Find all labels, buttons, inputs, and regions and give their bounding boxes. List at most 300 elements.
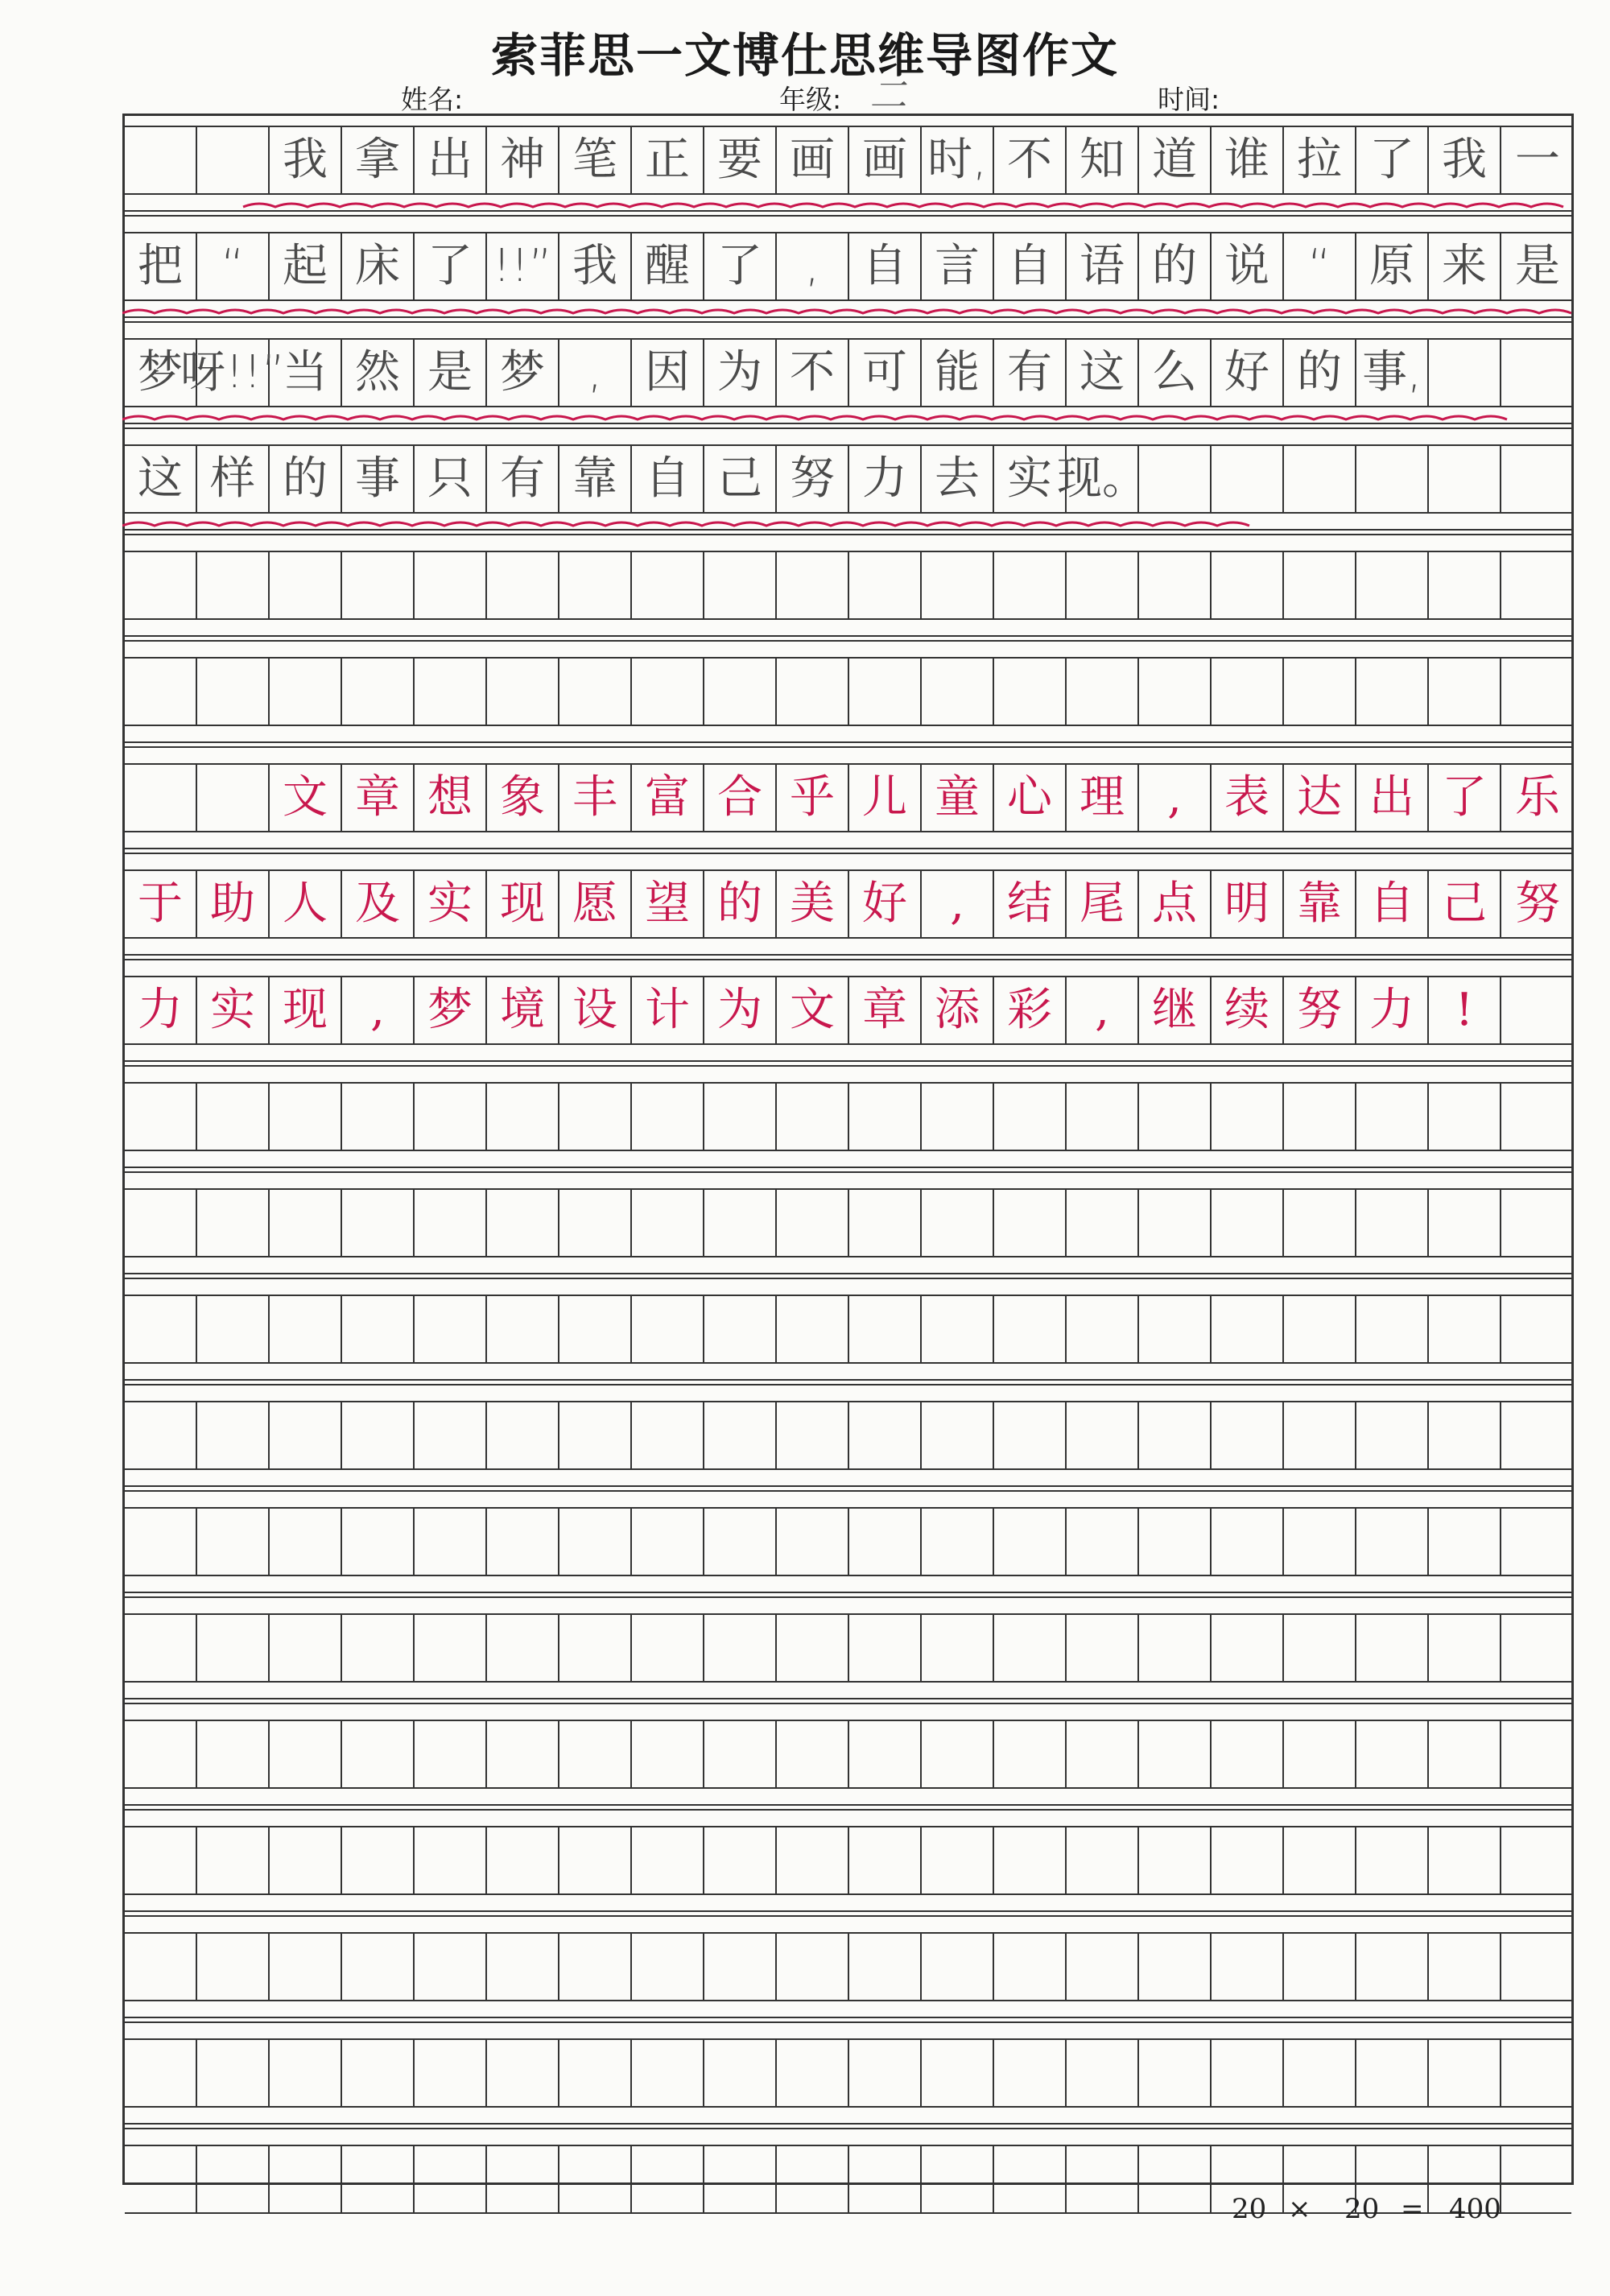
grid-cell [632,1084,704,1150]
grid-divider [125,1804,1571,1811]
grid-row [125,338,1571,407]
grid-cell [777,552,849,618]
grid-cell [1501,659,1574,725]
grid-cell [487,1190,559,1256]
grid-cell [704,1721,777,1787]
grid-cell [1356,1190,1429,1256]
grid-cell: 章 [849,977,922,1043]
grid-cell [1139,1296,1212,1362]
grid-cell: 现。 [1067,446,1139,512]
grid-cell [1356,1402,1429,1468]
grid-cell: 因 [632,340,704,406]
grid-cell [704,1509,777,1575]
grid-cell [415,1721,487,1787]
grid-cell [125,1296,197,1362]
grid-cell [559,1402,632,1468]
grid-cell: 及 [342,871,415,937]
grid-cell: 当 [270,340,342,406]
grid-cell [849,1721,922,1787]
grid-cell: 好 [1212,340,1284,406]
grid-cell [1284,446,1356,512]
page-title: 索菲思一文博仕思维导图作文 [490,28,1119,83]
grid-cell: 一 [1515,134,1560,186]
grid-cell [704,1827,777,1893]
grid-cell [415,552,487,618]
grid-cell [1356,2040,1429,2106]
grid-cell [415,1509,487,1575]
grid-cell [632,2146,704,2212]
grid-cell [849,1402,922,1468]
grid-cell [1284,1509,1356,1575]
grid-cell [704,1190,777,1256]
grid-cell [559,2040,632,2106]
grid-cell [1067,1084,1139,1150]
grid-cell: 续 [1212,977,1284,1043]
grid-cell: 为 [704,340,777,406]
grid-cell [270,2146,342,2212]
grid-cell: 望 [632,871,704,937]
grid-cell [1284,552,1356,618]
grid-cell [125,2146,197,2212]
grid-cell [777,1084,849,1150]
grid-divider [125,1273,1571,1279]
grid-cell [1139,1190,1212,1256]
grid-cell [270,2040,342,2106]
grid-cell [197,1296,270,1362]
grid-cell [1429,1296,1501,1362]
grid-cell [1284,1934,1356,2000]
grid-cell [922,552,994,618]
grid-cell [1284,1721,1356,1787]
grid-cell [125,659,197,725]
grid-cell: 神 [487,127,559,193]
grid-cell: 的 [704,871,777,937]
grid-cell [487,1509,559,1575]
grid-cell: “ [197,233,270,299]
grid-cell [1139,1721,1212,1787]
grid-capacity [1232,2187,1521,2235]
grid-cell [415,1827,487,1893]
grid-cell [1429,340,1501,406]
grid-row [125,551,1571,620]
grid-cell: 达 [1284,765,1356,831]
grid-cell: 我 [559,233,632,299]
grid-cell [487,1296,559,1362]
grid-cell [994,2146,1067,2212]
grid-cell [1429,1084,1501,1150]
grid-cell: 明 [1212,871,1284,937]
grid-divider [125,2017,1571,2023]
grid-cell [125,1827,197,1893]
grid-cell [849,2146,922,2212]
grid-cell [342,552,415,618]
grid-cell: 彩 [994,977,1067,1043]
grid-cell: 的 [1284,340,1356,406]
grid-cell [922,2146,994,2212]
grid-cell [1356,1084,1429,1150]
grid-cell [777,1827,849,1893]
grid-cell: 梦 [125,340,197,406]
grid-cell [1501,1190,1574,1256]
grid-cell [1212,1615,1284,1681]
grid-cell [1429,1190,1501,1256]
grid-cell [1356,446,1429,512]
grid-cell: 表 [1212,765,1284,831]
grid-cell [197,1934,270,2000]
grid-cell [704,659,777,725]
grade-label: 年级: [779,84,842,115]
grid-row [125,869,1571,939]
grid-cell: 这 [125,446,197,512]
grid-cell [270,1721,342,1787]
grid-cell [1212,1402,1284,1468]
grid-cell: , [1139,765,1212,831]
grid-divider [125,1167,1571,1173]
grid-cell [342,1190,415,1256]
grid-cell [1067,2146,1139,2212]
grid-cell [849,1296,922,1362]
grid-cell: 自 [994,233,1067,299]
grid-cell [125,552,197,618]
grid-cell: 谁 [1212,127,1284,193]
grid-cell: 我 [270,127,342,193]
grid-cell [270,1296,342,1362]
grid-cell [125,1721,197,1787]
time-label: 时间: [1158,84,1220,115]
grid-cell [1501,1721,1574,1787]
grid-cell: 正 [632,127,704,193]
grid-cell: 心 [994,765,1067,831]
grid-cell: 说 [1212,233,1284,299]
grid-cell: 言 [922,233,994,299]
grid-cell [1356,1721,1429,1787]
grid-cell [1356,1509,1429,1575]
grid-cell: 醒 [632,233,704,299]
grid-cell: 了 [415,233,487,299]
grid-cell [922,1190,994,1256]
grid-cell [487,1934,559,2000]
grid-cell [632,552,704,618]
grid-cell [197,1721,270,1787]
grid-cell [197,1827,270,1893]
grid-cell [1139,1827,1212,1893]
grid-total: 400 [1449,2193,1501,2225]
grid-cell: 起 [270,233,342,299]
grid-row [125,1082,1571,1151]
grid-cell: 是 [1515,240,1560,292]
grid-cell [849,1615,922,1681]
grid-cell: 美 [777,871,849,937]
grid-row [125,1188,1571,1257]
name-label: 姓名: [401,84,464,115]
grid-cell [849,552,922,618]
grid-cell [1212,1721,1284,1787]
grid-cell [1501,1827,1574,1893]
grid-cell [125,1084,197,1150]
grid-cell: 人 [270,871,342,937]
grid-cell [704,1296,777,1362]
grid-divider [125,1592,1571,1598]
grid-cell [1139,446,1212,512]
grid-cell [1067,1190,1139,1256]
grid-cell [1212,1827,1284,1893]
grid-cell [1212,2040,1284,2106]
grid-cell [415,659,487,725]
grid-cell: 境 [487,977,559,1043]
composition-grid [122,114,1574,2185]
grid-cell [1284,1615,1356,1681]
grid-cell: , [342,977,415,1043]
grid-cell: 不 [777,340,849,406]
grid-cell [922,1296,994,1362]
grid-cell [994,1402,1067,1468]
grid-cell: 知 [1067,127,1139,193]
grid-cell [1067,1827,1139,1893]
grid-cell [415,2146,487,2212]
grid-cell: 事 [342,446,415,512]
grid-cell [125,765,197,831]
grid-cell: 实 [197,977,270,1043]
grid-cell [415,1934,487,2000]
grid-divider [125,1698,1571,1704]
grid-cell: 文 [270,765,342,831]
grid-cell [922,1402,994,1468]
grade-value: 二 [869,73,906,117]
grid-cell: 事, [1356,340,1429,406]
grid-cell [849,1827,922,1893]
grid-cell [1501,552,1574,618]
grid-cell [994,1934,1067,2000]
grid-cell [994,552,1067,618]
grid-cell: 自 [849,233,922,299]
grid-divider [125,954,1571,960]
grid-row [125,1932,1571,2001]
grid-cell [994,659,1067,725]
grid-cell [1067,1296,1139,1362]
grid-cell [1429,446,1501,512]
grid-divider [125,741,1571,748]
grid-cell: 拿 [342,127,415,193]
grid-cell: 的 [1139,233,1212,299]
grid-cell [342,2146,415,2212]
grid-cell [1501,2040,1574,2106]
grid-cell: 助 [197,871,270,937]
grid-cell [994,1721,1067,1787]
grid-cell [1284,1402,1356,1468]
grid-cell [342,2040,415,2106]
grid-cell [1212,446,1284,512]
grid-cell [994,1827,1067,1893]
grid-cell [270,659,342,725]
grid-cell [922,1934,994,2000]
grid-cell [922,659,994,725]
grid-cell [849,1934,922,2000]
grid-cell: 儿 [849,765,922,831]
grid-cell: 能 [922,340,994,406]
grid-cell [342,1827,415,1893]
grid-cell [125,1190,197,1256]
grid-cell [1139,1402,1212,1468]
grid-cell [704,2040,777,2106]
grid-cell [1429,659,1501,725]
grid-row [125,2038,1571,2108]
header-fields [0,73,1610,117]
grid-cell [197,2040,270,2106]
grid-cell [559,659,632,725]
grid-cell [1284,1084,1356,1150]
grid-divider [125,529,1571,535]
grid-cell: 有 [994,340,1067,406]
grid-cell: “ [1284,233,1356,299]
grid-cell: 去 [922,446,994,512]
grid-cell [342,1296,415,1362]
grid-cell [559,552,632,618]
grid-cell: 自 [632,446,704,512]
grid-row [125,763,1571,832]
grid-row [125,1720,1571,1789]
grid-cell [994,1084,1067,1150]
grid-cell [415,1615,487,1681]
grid-cell [1284,1827,1356,1893]
grid-cell [487,1402,559,1468]
grid-cell [487,1827,559,1893]
grid-cell [270,552,342,618]
equals-sign: = [1401,2193,1424,2225]
grid-cell: 想 [415,765,487,831]
grid-cell [704,1084,777,1150]
grid-cell: 靠 [1284,871,1356,937]
grid-cell [559,1190,632,1256]
grid-cell [1067,1402,1139,1468]
grid-cell: , [1067,977,1139,1043]
grid-rows: 20 [1344,2193,1380,2225]
grid-cell [849,1509,922,1575]
grid-cell [777,2146,849,2212]
grid-cell [922,1615,994,1681]
grid-row [125,1826,1571,1895]
grid-cell [559,1721,632,1787]
grid-cell [1429,1827,1501,1893]
grid-cell [487,2040,559,2106]
grid-cell [849,659,922,725]
grid-cell [559,1615,632,1681]
grid-cell [777,1721,849,1787]
grid-cell [559,1509,632,1575]
grid-cell: 为 [704,977,777,1043]
grid-cell [487,552,559,618]
grid-cell [632,1190,704,1256]
grid-cell [342,1084,415,1150]
grid-divider [125,1910,1571,1917]
grid-cell [777,1615,849,1681]
grid-cell: 了 [704,233,777,299]
grid-cell: 了 [1429,765,1501,831]
grid-cell [270,1509,342,1575]
grid-cell: 可 [849,340,922,406]
grid-cell: 原 [1356,233,1429,299]
grid-cell [994,2040,1067,2106]
grid-cell [342,1721,415,1787]
grid-cell: 努 [1284,977,1356,1043]
grid-cell: 继 [1139,977,1212,1043]
grid-cell [1139,1084,1212,1150]
grid-cell: 拉 [1284,127,1356,193]
grid-cell [415,1402,487,1468]
grid-cell: 理 [1067,765,1139,831]
grid-cell [1067,552,1139,618]
grid-cell [559,1827,632,1893]
grid-cell [270,1190,342,1256]
grid-cell [342,1402,415,1468]
grid-cell [1067,1934,1139,2000]
grid-cell [1067,1615,1139,1681]
grid-cell [1501,1509,1574,1575]
grid-cell: , [777,233,849,299]
grid-cell: 画 [777,127,849,193]
grid-cell [197,1615,270,1681]
grid-cell [125,127,197,193]
grid-cell [1501,1402,1574,1468]
grid-cell [632,1827,704,1893]
grid-cell [777,1190,849,1256]
grid-cell [487,1084,559,1150]
grid-cell [197,2146,270,2212]
grid-cell [777,659,849,725]
grid-cell [342,1509,415,1575]
grid-cell: !!” [487,233,559,299]
grid-cell: 现 [270,977,342,1043]
grid-cell: 丰 [559,765,632,831]
grid-cell [270,1084,342,1150]
grid-cell: 富 [632,765,704,831]
grid-cell [704,1934,777,2000]
grid-cell: 计 [632,977,704,1043]
grid-cell [1356,659,1429,725]
grid-cell [632,1402,704,1468]
grid-cell [1139,1615,1212,1681]
grid-divider [125,1060,1571,1067]
grid-cell [922,1827,994,1893]
grid-cell: 好 [849,871,922,937]
grid-cell [922,1509,994,1575]
grid-cell [1067,1721,1139,1787]
grid-cell [777,1402,849,1468]
grid-cell [197,1084,270,1150]
grid-row [125,1613,1571,1683]
grid-cell [777,2040,849,2106]
grid-cell [415,2040,487,2106]
grid-cell: 这 [1067,340,1139,406]
grid-cell [922,1084,994,1150]
grid-cell [1501,1615,1574,1681]
grid-cell: 结 [994,871,1067,937]
grid-cell: 是 [415,340,487,406]
grid-cell [125,1934,197,2000]
grid-row [125,1295,1571,1364]
grid-cell [559,1934,632,2000]
grid-cell: 出 [1356,765,1429,831]
grid-cell [487,659,559,725]
grid-cell [197,1402,270,1468]
grid-cell [197,1509,270,1575]
grid-cell: 我 [1429,127,1501,193]
grid-cell [1501,1296,1574,1362]
grid-cell [125,1615,197,1681]
grid-cell [1429,1509,1501,1575]
grid-cell [1501,340,1574,406]
grid-cell [270,1615,342,1681]
grid-cell: 笔 [559,127,632,193]
